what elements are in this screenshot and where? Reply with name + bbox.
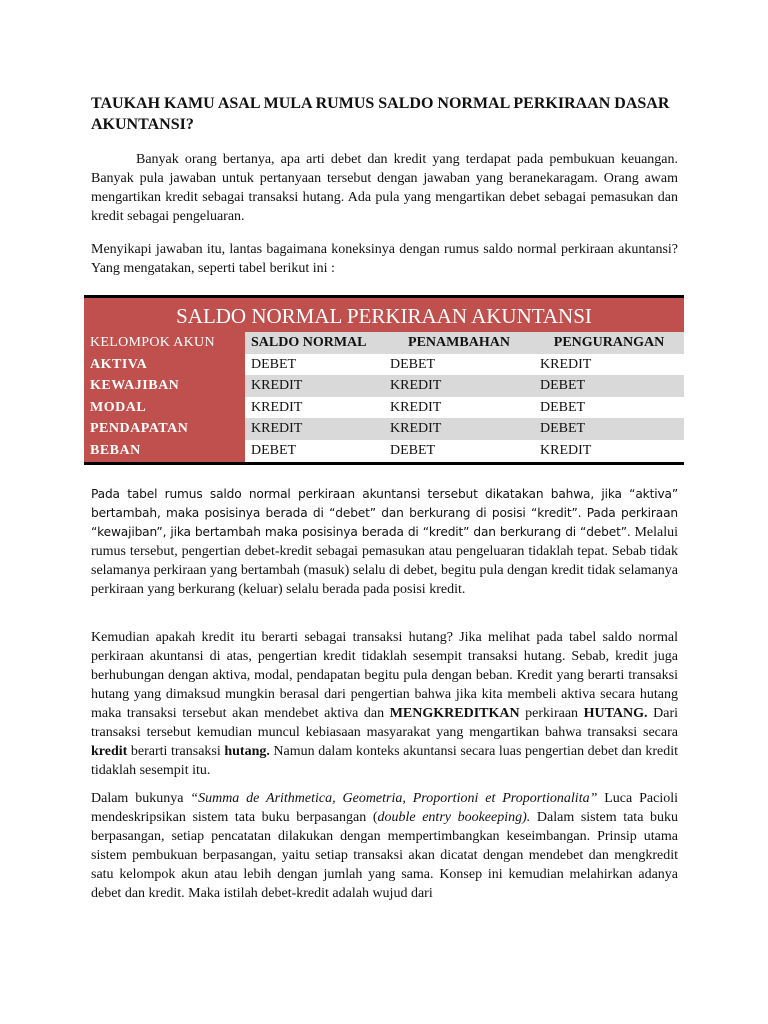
text-run: Dalam bukunya bbox=[91, 791, 191, 806]
explanation-serif-text: Melalui rumus tersebut, pengertian debet-kredit sebagai pemasukan atau pengeluaran tidaklah tepat. Sebab tidak selamanya perkiraan yang bertambah (masuk) selalu di debet, begitu pula dengan kredit tidak selamanya perkiraan yang berkurang (keluar) selalu berada pada posisi kredit. bbox=[91, 525, 678, 597]
explanation-sans-text: Pada tabel rumus saldo normal perkiraan akuntansi tersebut dikatakan bahwa, jika “aktiva” bertambah, maka posisinya berada di “debet” dan berkurang di posisi “kredit”. Pada perkiraan “kewajiban”, jika bertambah maka posisinya berada di “kredit” dan berkurang di “debet”. bbox=[91, 487, 678, 539]
page-title: TAUKAH KAMU ASAL MULA RUMUS SALDO NORMAL PERKIRAAN DASAR AKUNTANSI? bbox=[91, 95, 670, 133]
header-pengurangan: PENGURANGAN bbox=[534, 332, 684, 354]
text-run: berarti transaksi bbox=[127, 744, 225, 759]
text-run: Dalam sistem tata buku berpasangan, setiap pencatatan dilakukan dengan mempertimbangkan keseimbangan. Prinsip utama sistem pembukuan berpasangan, yaitu setiap transaksi akan dicatat dengan mendebet dan mengkredit satu kelompok akun atau lebih dengan jumlah yang sama. Konsep ini kemudian melahirkan adanya debet dan kredit. Maka istilah debet-kredit adalah wujud dari bbox=[91, 810, 679, 901]
row-penambahan: KREDIT bbox=[390, 399, 442, 415]
row-penambahan: DEBET bbox=[390, 442, 436, 458]
table-row bbox=[84, 354, 684, 376]
italic-double-entry: double entry bookeeping). bbox=[377, 810, 531, 825]
bold-mengkreditkan: MENGKREDITKAN bbox=[389, 706, 520, 721]
paragraph-kredit-hutang bbox=[91, 628, 678, 780]
row-penambahan: KREDIT bbox=[384, 418, 534, 440]
header-saldo-normal: SALDO NORMAL bbox=[245, 332, 384, 354]
row-group-label: PENDAPATAN bbox=[84, 418, 245, 440]
row-saldo-normal: KREDIT bbox=[245, 418, 384, 440]
row-saldo-normal: KREDIT bbox=[251, 399, 303, 415]
paragraph-pacioli bbox=[91, 789, 678, 903]
text-run: Dari transaksi tersebut kemudian muncul kebiasaan masyarakat yang mengartikan bahwa transaksi secara bbox=[91, 706, 678, 740]
table-row bbox=[84, 418, 684, 440]
bold-hutang-2: hutang. bbox=[224, 744, 270, 759]
row-pengurangan: DEBET bbox=[540, 399, 586, 415]
row-group-label: MODAL bbox=[84, 397, 245, 419]
row-pengurangan: KREDIT bbox=[540, 356, 592, 372]
table-title-row bbox=[84, 297, 684, 333]
text-run: Kemudian apakah kredit itu berarti sebagai transaksi hutang? Jika melihat pada tabel saldo normal perkiraan akuntansi di atas, pengertian kredit tidaklah sesempit transaksi hutang. Sebab, kredit juga berhubungan dengan aktiva, modal, pendapatan begitu pula dengan beban. Kredit yang berarti transaksi hutang yang dimaksud mungkin berasal dari pengertian bahwa jika kita membeli aktiva secara hutang maka transaksi tersebut akan mendebet aktiva dan bbox=[91, 630, 678, 721]
row-group-label: KEWAJIBAN bbox=[84, 375, 245, 397]
header-penambahan: PENAMBAHAN bbox=[384, 332, 534, 354]
row-penambahan: KREDIT bbox=[384, 375, 534, 397]
row-saldo-normal: DEBET bbox=[251, 442, 297, 458]
text-run: Luca Pacioli mendeskripsikan sistem tata buku berpasangan ( bbox=[91, 791, 678, 825]
table-row bbox=[84, 397, 684, 419]
bold-kredit: kredit bbox=[91, 744, 128, 759]
table-title: SALDO NORMAL PERKIRAAN AKUNTANSI bbox=[84, 297, 684, 333]
row-saldo-normal: KREDIT bbox=[245, 375, 384, 397]
paragraph-question: Menyikapi jawaban itu, lantas bagaimana koneksinya dengan rumus saldo normal perkiraan akuntansi? Yang mengatakan, seperti tabel berikut ini : bbox=[91, 242, 678, 276]
row-group-label: AKTIVA bbox=[84, 354, 245, 376]
table-header-row bbox=[84, 332, 684, 354]
row-pengurangan: DEBET bbox=[534, 418, 684, 440]
bold-hutang: HUTANG. bbox=[583, 706, 648, 721]
text-run: perkiraan bbox=[519, 706, 584, 721]
row-saldo-normal: DEBET bbox=[251, 356, 297, 372]
row-group-label: BEBAN bbox=[84, 440, 245, 463]
paragraph-table-explanation bbox=[91, 485, 678, 599]
text-run: Namun dalam konteks akuntansi secara luas pengertian debet dan kredit tidaklah sesempit itu. bbox=[91, 744, 678, 778]
row-pengurangan: DEBET bbox=[534, 375, 684, 397]
table-row bbox=[84, 440, 684, 463]
italic-book-title: “Summa de Arithmetica, Geometria, Proportioni et Proportionalita” bbox=[190, 791, 598, 806]
table-row bbox=[84, 375, 684, 397]
row-penambahan: DEBET bbox=[390, 356, 436, 372]
header-kelompok-akun: KELOMPOK AKUN bbox=[84, 332, 245, 354]
paragraph-intro: Banyak orang bertanya, apa arti debet dan kredit yang terdapat pada pembukuan keuangan. Banyak pula jawaban untuk pertanyaan tersebut dengan jawaban yang beranekaragam. Orang awam mengartikan kredit sebagai transaksi hutang. Ada pula yang mengartikan debet sebagai pemasukan dan kredit sebagai pengeluaran. bbox=[91, 152, 678, 224]
saldo-normal-table bbox=[84, 295, 684, 465]
row-pengurangan: KREDIT bbox=[540, 442, 592, 458]
